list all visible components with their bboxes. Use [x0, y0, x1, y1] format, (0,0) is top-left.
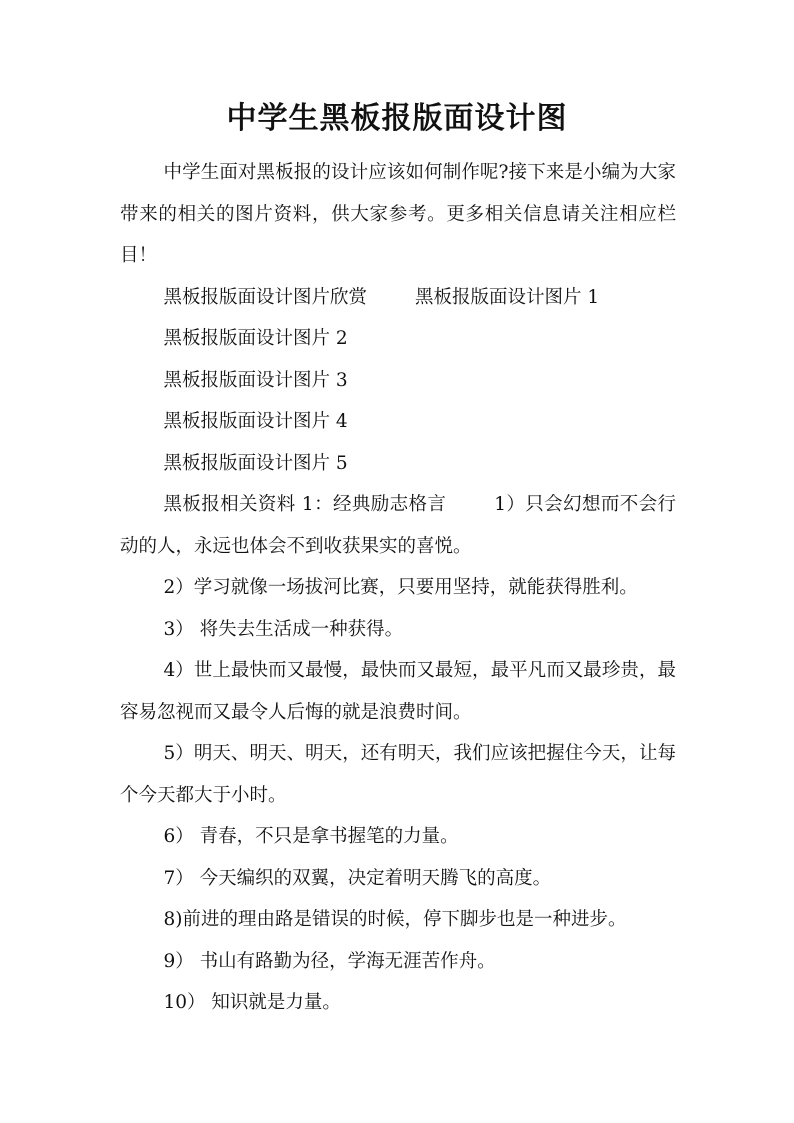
page-title: 中学生黑板报版面设计图 [226, 101, 568, 136]
quote-10: 10） 知识就是力量。 [163, 992, 341, 1013]
image-link-5[interactable]: 黑板报版面设计图片 5 [163, 452, 348, 474]
image-link-gallery[interactable]: 黑板报版面设计图片欣赏 [163, 286, 367, 308]
resource-heading: 黑板报相关资料 1：经典励志格言 [163, 494, 447, 515]
quote-7: 7） 今天编织的双翼，决定着明天腾飞的高度。 [163, 867, 552, 889]
quote-2: 2）学习就像一场拔河比赛，只要用坚持，就能获得胜利。 [163, 577, 638, 598]
image-link-row [120, 401, 676, 443]
image-link-2[interactable]: 黑板报版面设计图片 2 [163, 328, 348, 349]
quote-8: 8)前进的理由路是错误的时候，停下脚步也是一种进步。 [163, 909, 627, 930]
quote-3: 3） 将失去生活成一种获得。 [163, 618, 404, 640]
quote-6: 6） 青春，不只是拿书握笔的力量。 [163, 826, 459, 847]
quote-5: 5）明天、明天、明天，还有明天，我们应该把握住今天，让每个今天都大于小时。 [120, 743, 676, 806]
document-body [120, 152, 676, 1024]
resource-paragraph [120, 484, 676, 567]
intro-paragraph: 中学生面对黑板报的设计应该如何制作呢?接下来是小编为大家带来的相关的图片资料，供大家参考。更多相关信息请关注相应栏目！ [120, 162, 676, 266]
image-link-1[interactable]: 黑板报版面设计图片 1 [414, 286, 600, 308]
quote-9: 9） 书山有路勤为径，学海无涯苦作舟。 [163, 950, 496, 972]
image-link-row [120, 318, 676, 360]
image-link-4[interactable]: 黑板报版面设计图片 4 [163, 411, 348, 432]
image-link-row [120, 360, 676, 402]
quote-4: 4）世上最快而又最慢，最快而又最短，最平凡而又最珍贵，最容易忽视而又最令人后悔的就是浪费时间。 [120, 660, 676, 723]
image-link-row [120, 277, 676, 319]
image-link-3[interactable]: 黑板报版面设计图片 3 [163, 369, 348, 391]
quote-1: 1）只会幻想而不会行动的人，永远也体会不到收获果实的喜悦。 [120, 494, 676, 557]
image-link-row [120, 443, 676, 485]
